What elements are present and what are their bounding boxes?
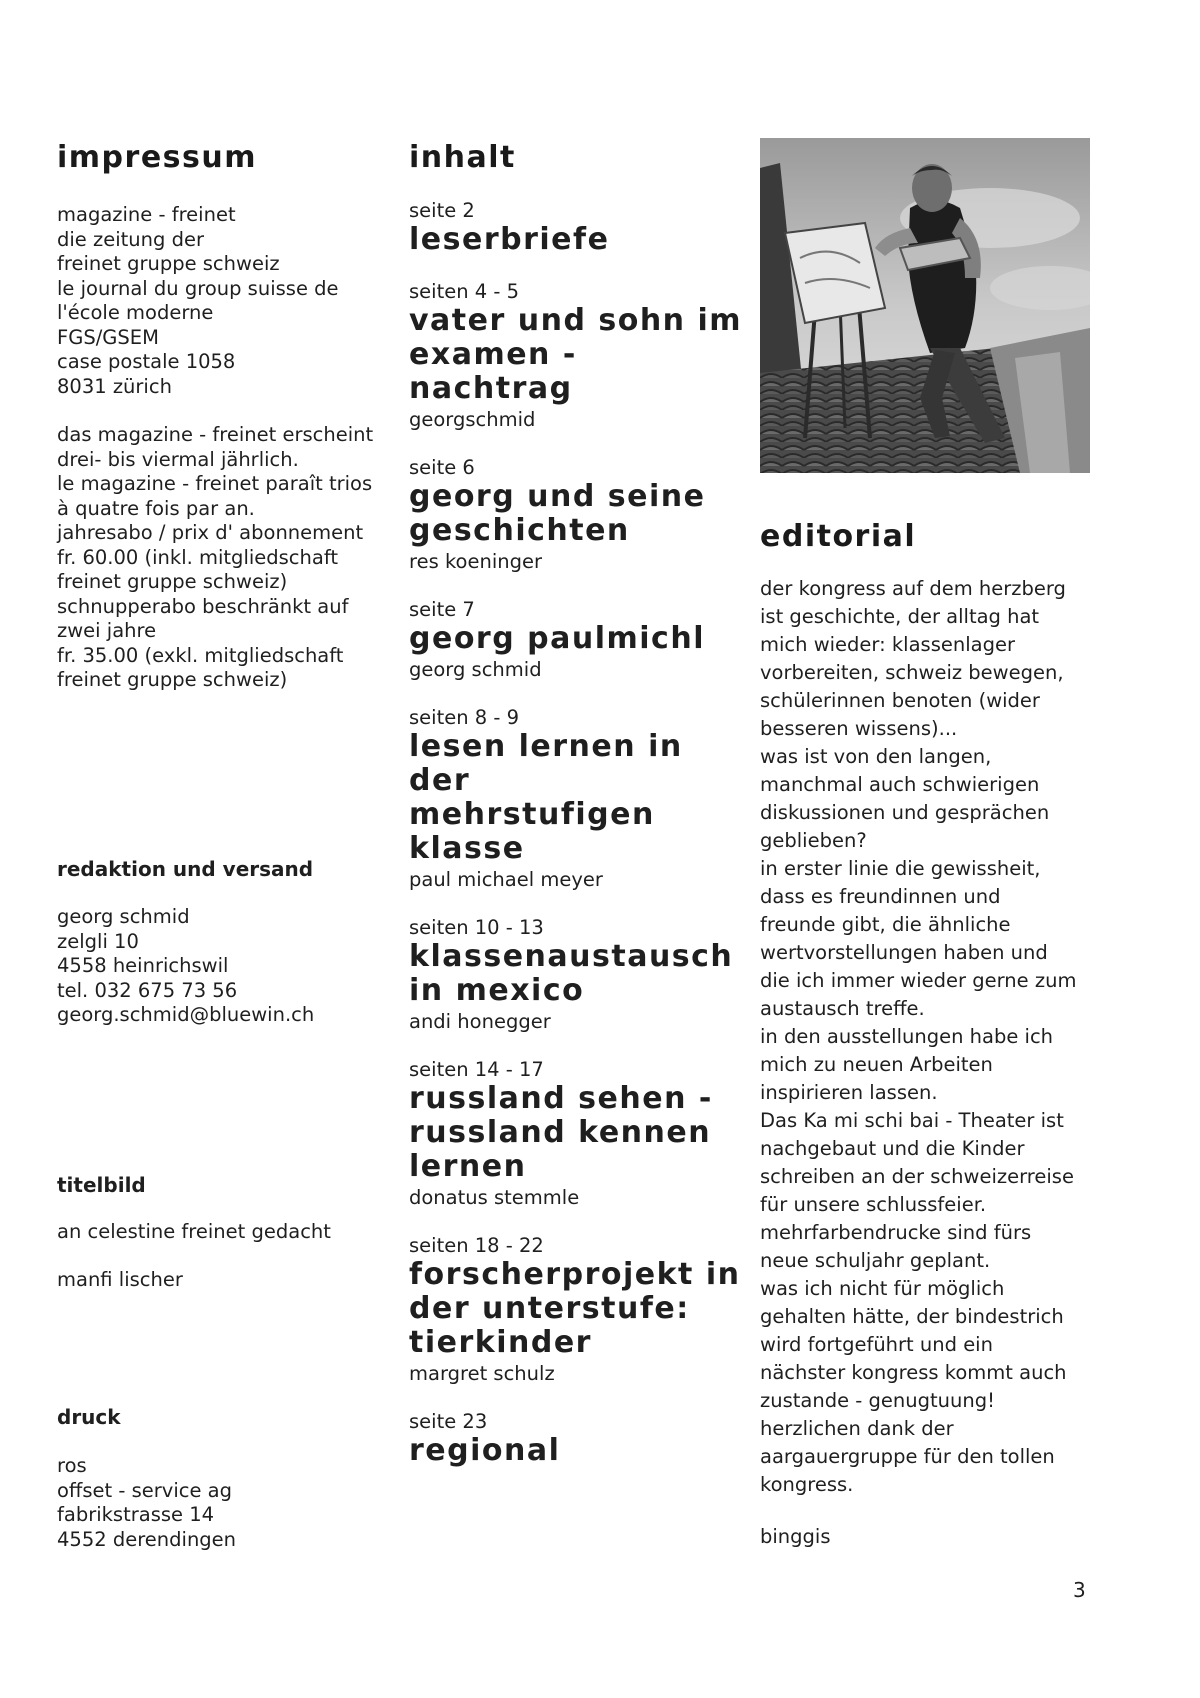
toc-author: paul michael meyer [409,868,603,891]
redaktion-line: tel. 032 675 73 56 [57,978,238,1002]
editorial-line: gehalten hätte, der bindestrich [760,1305,1064,1328]
editorial-line: schreiben an der schweizerreise [760,1165,1074,1188]
redaktion-line: georg.schmid@bluewin.ch [57,1003,315,1026]
redaktion-heading: redaktion und versand [57,857,314,881]
impressum-address-line: case postale 1058 [57,350,236,373]
editorial-line: Das Ka mi schi bai - Theater ist [760,1109,1064,1132]
editorial-line: austausch treffe. [760,997,925,1020]
druck-line: ros [57,1454,87,1477]
table-of-contents [409,198,749,1468]
editorial-line: vorbereiten, schweiz bewegen, [760,661,1064,684]
toc-entry [409,1409,749,1468]
toc-page-ref: seiten 18 - 22 [409,1234,544,1257]
editorial-line: die ich immer wieder gerne zum [760,969,1077,992]
editorial-line: was ich nicht für möglich [760,1277,1005,1300]
editorial-line: manchmal auch schwierigen [760,773,1040,796]
editorial-line: kongress. [760,1473,854,1496]
druck-line: offset - service ag [57,1478,232,1502]
toc-entry [409,198,749,257]
editorial-text [760,575,1090,1499]
cover-photo [760,138,1090,473]
editorial-line: zustande - genugtuung! [760,1389,995,1412]
impressum-address-line: freinet gruppe schweiz [57,252,280,275]
toc-title: russland kennen [409,1115,712,1150]
toc-author: andi honegger [409,1010,551,1033]
toc-author: margret schulz [409,1362,555,1385]
toc-title: examen - nachtrag [409,337,577,406]
editorial-line: neue schuljahr geplant. [760,1249,991,1272]
toc-author: res koeninger [409,550,542,573]
impressum-info-line: das magazine - freinet erscheint [57,423,374,446]
impressum-address-line: 8031 zürich [57,374,172,398]
editorial-line: mehrfarbendrucke sind fürs [760,1221,1032,1244]
toc-title: mehrstufigen klasse [409,797,655,866]
editorial-signature: binggis [760,1525,831,1548]
editorial-line: mich zu neuen Arbeiten [760,1053,993,1076]
toc-page-ref: seiten 14 - 17 [409,1058,544,1081]
toc-entry [409,705,749,893]
redaktion-line: georg schmid [57,905,190,928]
inhalt-column [409,138,749,1490]
impressum-address-line: le journal du group suisse de [57,276,339,300]
editorial-line: aargauergruppe für den tollen [760,1445,1055,1468]
titelbild-author: manfi lischer [57,1268,183,1291]
editorial-line: freunde gibt, die ähnliche [760,913,1011,936]
toc-entry [409,1057,749,1211]
impressum-info-line: fr. 60.00 (inkl. mitgliedschaft [57,545,339,569]
druck-address [57,1454,236,1552]
toc-title: klassenaustausch [409,939,734,974]
page-number: 3 [1073,1578,1086,1602]
editorial-line: dass es freundinnen und [760,885,1001,908]
druck-line: 4552 derendingen [57,1527,237,1551]
toc-title: russland sehen - [409,1081,713,1116]
inhalt-heading: inhalt [409,140,516,175]
editorial-line: herzlichen dank der [760,1417,954,1440]
impressum-column [57,138,397,1551]
impressum-info-line: freinet gruppe schweiz) [57,570,288,593]
toc-page-ref: seite 7 [409,598,475,621]
toc-entry [409,279,749,433]
impressum-info-line: jahresabo / prix d' abonnement [57,521,364,544]
editorial-line: besseren wissens)... [760,717,958,740]
impressum-info-line: à quatre fois par an. [57,496,255,520]
toc-page-ref: seite 23 [409,1410,488,1433]
editorial-line: der kongress auf dem herzberg [760,577,1066,600]
toc-title: der unterstufe: [409,1291,690,1326]
impressum-address-line: l'école moderne [57,301,214,324]
editorial-line: in den ausstellungen habe ich [760,1025,1054,1048]
impressum-info-line: fr. 35.00 (exkl. mitgliedschaft [57,643,344,667]
toc-entry [409,455,749,575]
impressum-heading: impressum [57,140,257,175]
editorial-column [760,138,1090,1548]
impressum-info-line: le magazine - freinet paraît trios [57,472,373,495]
toc-title: in mexico [409,973,585,1008]
toc-entry [409,1233,749,1387]
impressum-info [57,423,397,693]
toc-entry [409,597,749,683]
editorial-line: für unsere schlussfeier. [760,1193,987,1216]
editorial-line: nächster kongress kommt auch [760,1361,1067,1384]
editorial-line: nachgebaut und die Kinder [760,1137,1025,1160]
impressum-info-line: drei- bis viermal jährlich. [57,447,299,471]
impressum-address-line: FGS/GSEM [57,325,159,349]
toc-author: georg schmid [409,658,542,681]
toc-page-ref: seiten 4 - 5 [409,280,520,303]
redaktion-line: zelgli 10 [57,929,139,953]
toc-page-ref: seiten 10 - 13 [409,916,544,939]
toc-page-ref: seiten 8 - 9 [409,706,520,729]
editorial-line: schülerinnen benoten (wider [760,689,1040,712]
toc-page-ref: seite 2 [409,199,475,222]
editorial-line: wird fortgeführt und ein [760,1333,993,1356]
toc-title: tierkinder [409,1325,592,1360]
toc-title: vater und sohn im [409,303,743,338]
toc-title: lesen lernen in der [409,729,683,798]
druck-line: fabrikstrasse 14 [57,1503,215,1526]
toc-title: georg und seine [409,479,706,514]
editorial-line: diskussionen und gesprächen [760,801,1050,824]
toc-title: forscherprojekt in [409,1257,741,1292]
impressum-address-line: die zeitung der [57,227,204,251]
impressum-info-line: schnupperabo beschränkt auf [57,594,349,618]
titelbild-heading: titelbild [57,1173,146,1197]
redaktion-address [57,905,314,1028]
impressum-address-line: magazine - freinet [57,203,236,226]
toc-title: georg paulmichl [409,621,705,656]
editorial-line: inspirieren lassen. [760,1081,938,1104]
editorial-line: geblieben? [760,829,867,852]
toc-author: georgschmid [409,408,536,431]
editorial-line: ist geschichte, der alltag hat [760,605,1040,628]
druck-heading: druck [57,1405,121,1429]
toc-author: donatus stemmle [409,1186,580,1209]
impressum-info-line: freinet gruppe schweiz) [57,668,288,691]
editorial-heading: editorial [760,519,917,554]
toc-title: leserbriefe [409,222,610,257]
editorial-line: in erster linie die gewissheit, [760,857,1041,880]
redaktion-line: 4558 heinrichswil [57,954,229,977]
titelbild-caption: an celestine freinet gedacht [57,1220,331,1243]
toc-title: regional [409,1433,561,1468]
impressum-address [57,203,397,399]
editorial-line: was ist von den langen, [760,745,992,768]
impressum-info-line: zwei jahre [57,619,157,642]
toc-entry [409,915,749,1035]
editorial-line: mich wieder: klassenlager [760,633,1015,656]
toc-title: lernen [409,1149,527,1184]
toc-page-ref: seite 6 [409,456,475,479]
toc-title: geschichten [409,513,630,548]
editorial-line: wertvorstellungen haben und [760,941,1048,964]
